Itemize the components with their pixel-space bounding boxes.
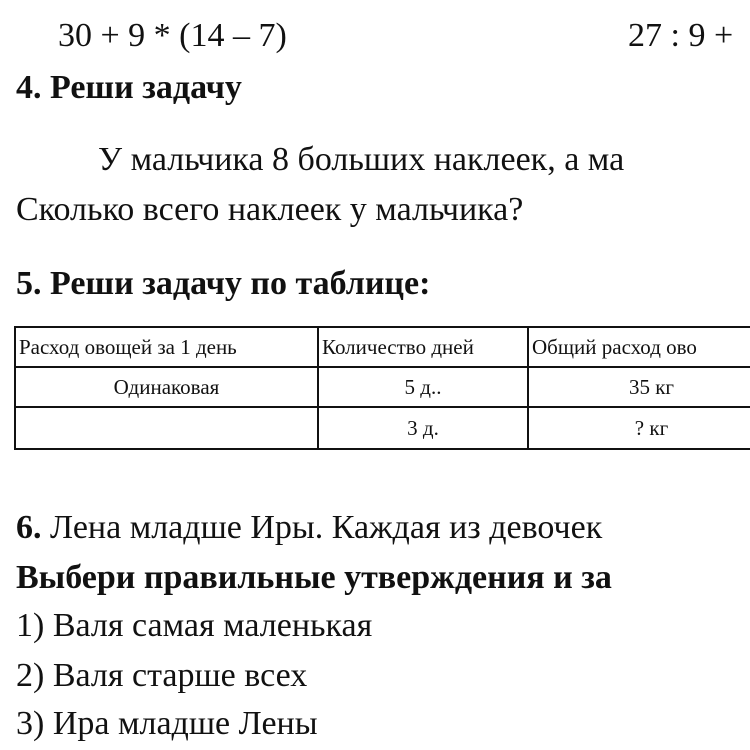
table-header-cell: Расход овощей за 1 день — [15, 327, 318, 367]
table-header-row — [15, 327, 750, 367]
table-cell: 5 д.. — [318, 367, 528, 407]
table-cell: ? кг — [528, 407, 750, 449]
task4-text-line2: Сколько всего наклеек у мальчика? — [16, 191, 524, 228]
table-row — [15, 407, 750, 449]
table-header-cell: Количество дней — [318, 327, 528, 367]
table-cell: Одинаковая — [15, 367, 318, 407]
task4-text-line1: У мальчика 8 больших наклеек, а ма — [98, 141, 625, 178]
expression-right: 27 : 9 + — [628, 17, 734, 54]
task6-option-3: 3) Ира младше Лены — [16, 705, 318, 742]
task6-option-1: 1) Валя самая маленькая — [16, 607, 373, 644]
task6-line1 — [16, 508, 602, 548]
expression-left: 30 + 9 * (14 – 7) — [58, 17, 287, 54]
table-row — [15, 367, 750, 407]
table-header-cell: Общий расход ово — [528, 327, 750, 367]
task5-heading: 5. Реши задачу по таблице: — [16, 265, 431, 302]
task4-heading: 4. Реши задачу — [16, 69, 242, 106]
task6-text: Лена младше Иры. Каждая из девочек — [50, 509, 603, 546]
table-cell: 3 д. — [318, 407, 528, 449]
task6-option-2: 2) Валя старше всех — [16, 657, 308, 694]
table-cell: 35 кг — [528, 367, 750, 407]
table-cell — [15, 407, 318, 449]
task6-instruction: Выбери правильные утверждения и за — [16, 559, 612, 596]
task6-number: 6. — [16, 509, 42, 546]
task5-table — [14, 326, 750, 450]
